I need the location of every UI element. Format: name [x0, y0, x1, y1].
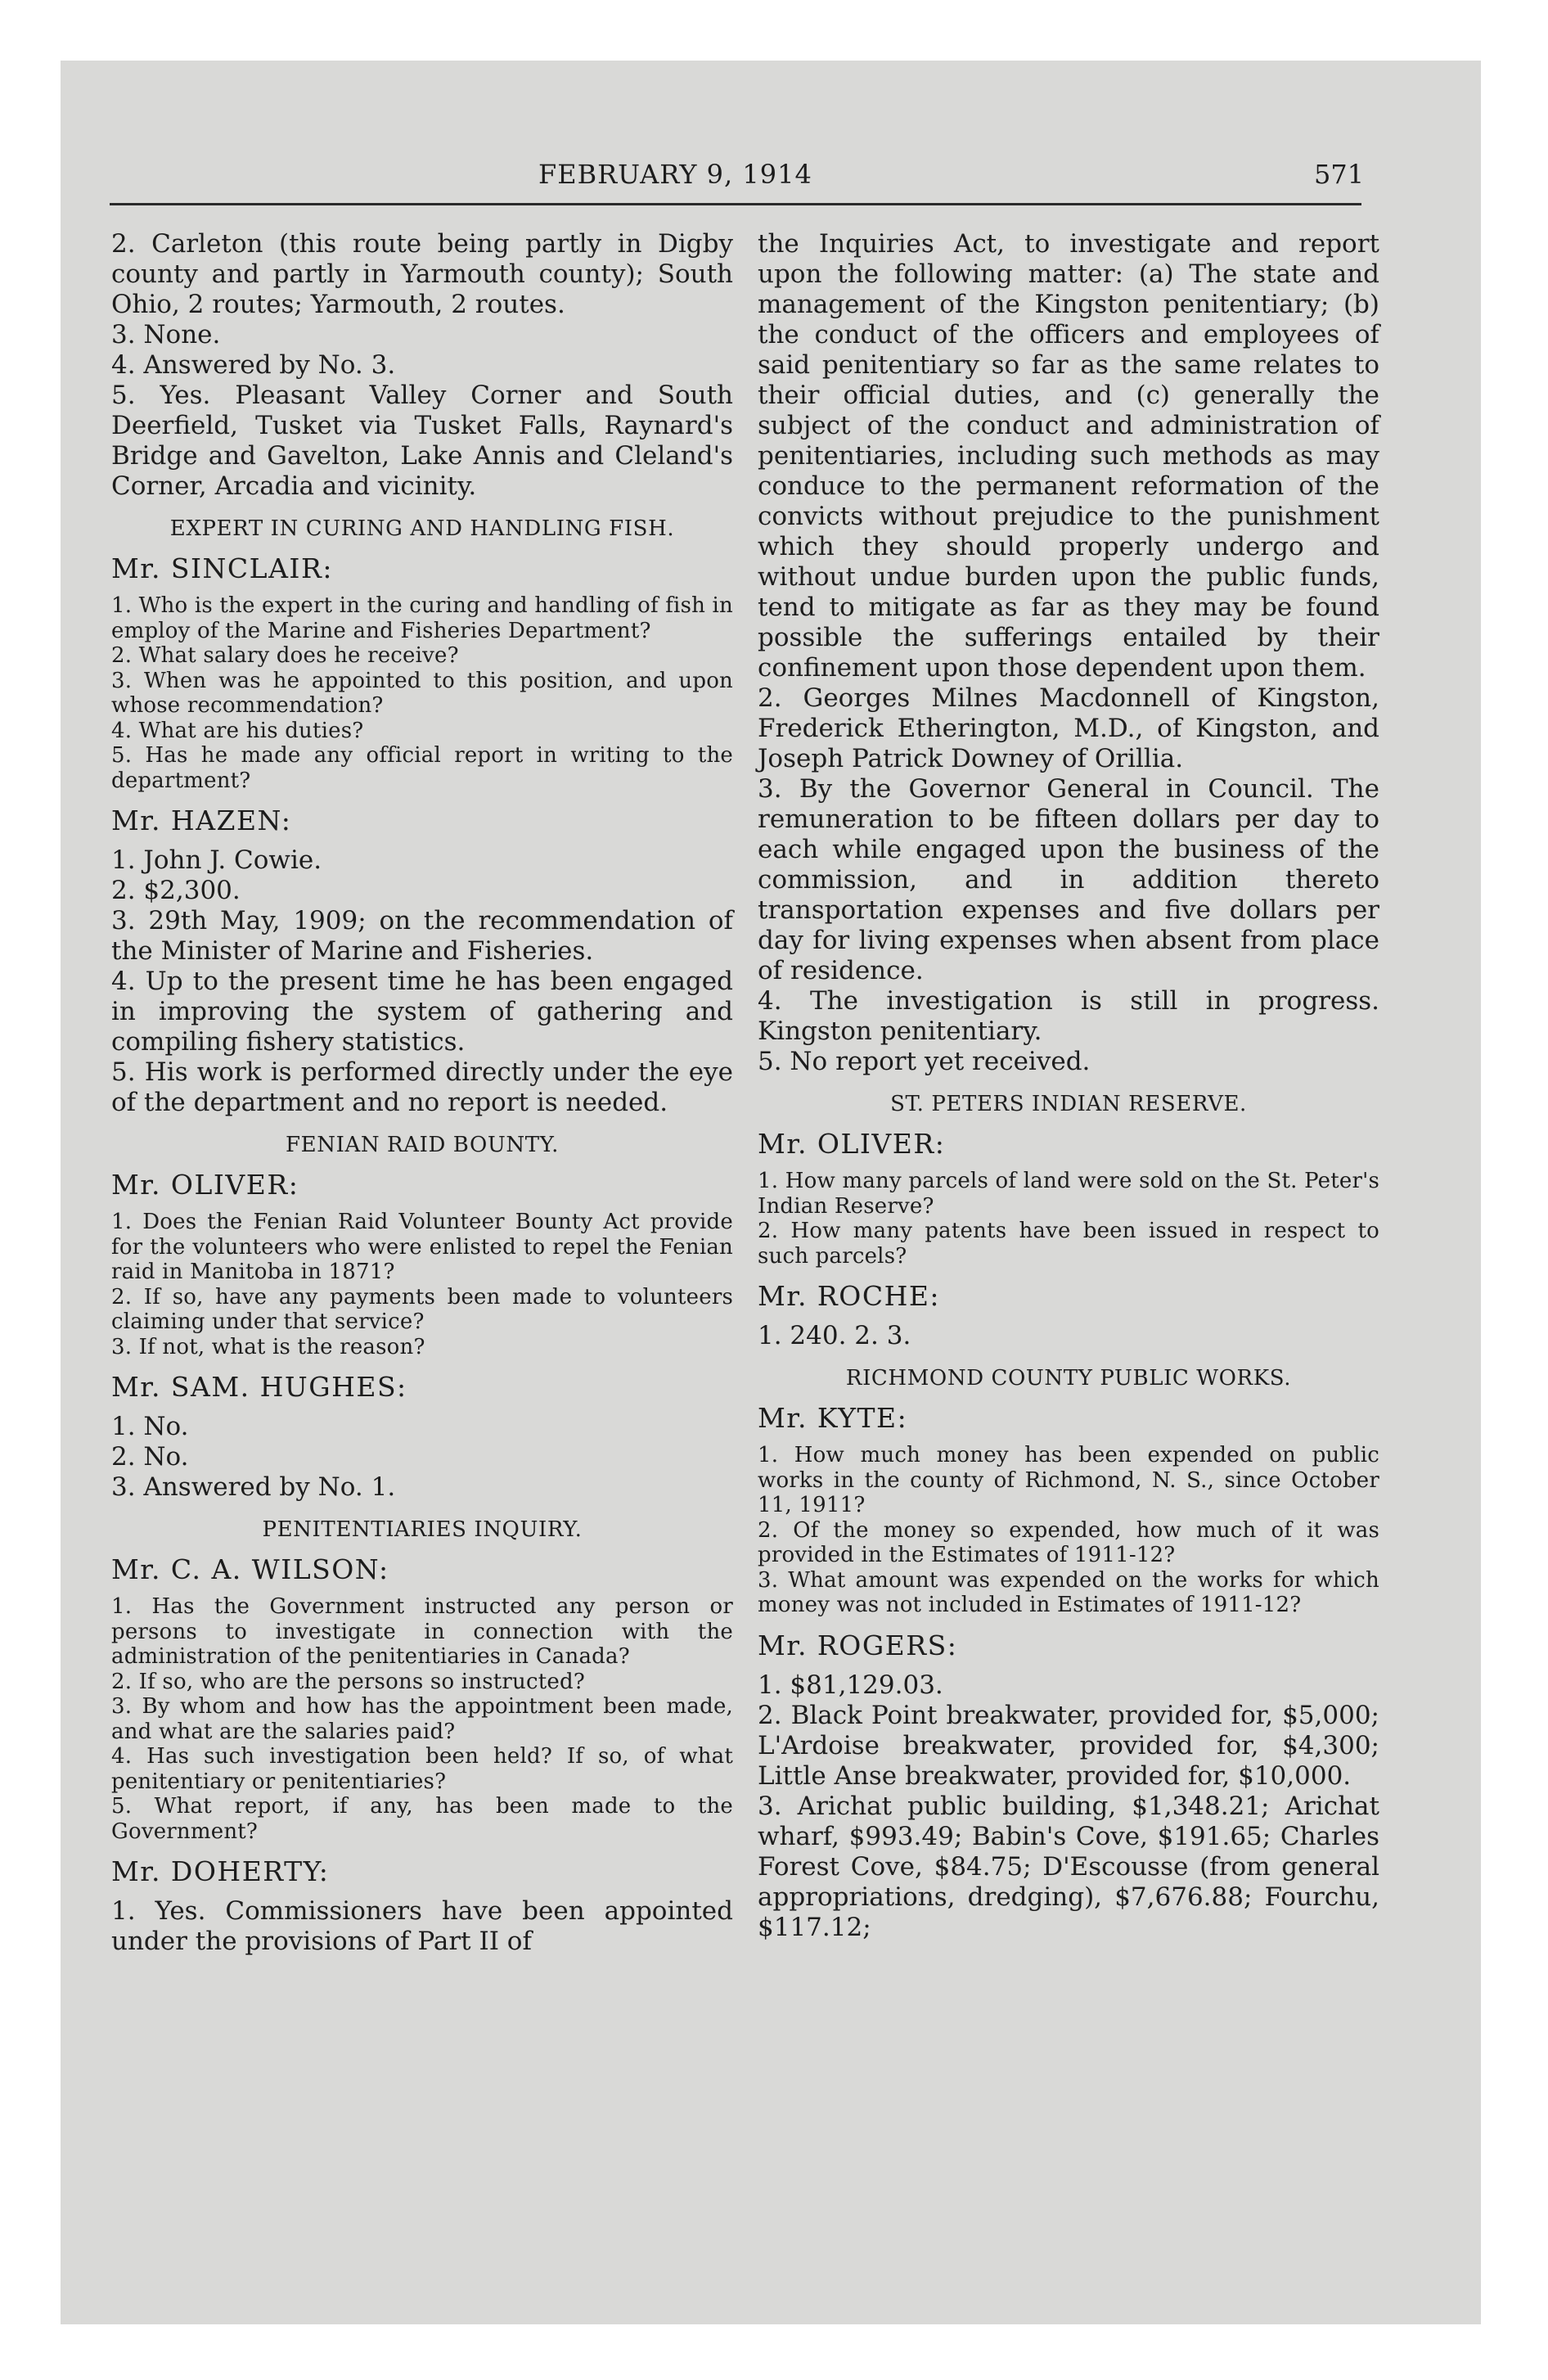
speaker-name: Mr. OLIVER:	[758, 1128, 946, 1160]
answer: 1. $81,129.03.	[758, 1670, 943, 1700]
question: 1. Does the Fenian Raid Volunteer Bounty Act provide for the volunteers who were enlisted to repel the Fenian raid in Manitoba in 1871?	[111, 1210, 733, 1284]
question: 3. When was he appointed to this position, and upon whose recommendation?	[111, 668, 733, 718]
section-heading: FENIAN RAID BOUNTY.	[286, 1133, 559, 1157]
section-heading: ST. PETERS INDIAN RESERVE.	[890, 1092, 1247, 1116]
left-column	[111, 229, 733, 1957]
speaker-name: Mr. SAM. HUGHES:	[111, 1371, 407, 1403]
answer: 2. No.	[111, 1442, 189, 1472]
paragraph: 3. None.	[111, 320, 221, 349]
paragraph: the Inquiries Act, to investigate and report upon the following matter: (a) The state and management of the Kingston penitentiary; (b) the conduct of the officers and employees of said penitentiary so far as the same relates to their official duties, and (c) generally the subject of the conduct and administration of penitentiaries, including such methods as may conduce to the permanent reformation of the convicts without prejudice to the punishment which they should properly undergo and without undue burden upon the public funds, tend to mitigate as far as they may be found possible the sufferings entailed by their confinement upon those dependent upon them.	[758, 229, 1379, 683]
section-heading: RICHMOND COUNTY PUBLIC WORKS.	[845, 1366, 1292, 1391]
speaker-name: Mr. DOHERTY:	[111, 1855, 330, 1887]
answer: 1. 240. 2. 3.	[758, 1321, 911, 1350]
right-column	[758, 229, 1379, 1943]
speaker-name: Mr. SINCLAIR:	[111, 552, 333, 584]
section-heading: EXPERT IN CURING AND HANDLING FISH.	[169, 516, 675, 541]
speaker-name: Mr. HAZEN:	[111, 805, 292, 836]
speaker-name: Mr. ROCHE:	[758, 1280, 941, 1312]
question: 2. How many patents have been issued in respect to such parcels?	[758, 1219, 1379, 1269]
question: 2. If so, who are the persons so instructed?	[111, 1669, 585, 1694]
answer: 4. Up to the present time he has been engaged in improving the system of gathering and compiling fishery statistics.	[111, 967, 733, 1057]
page-date-title: FEBRUARY 9, 1914	[538, 159, 812, 190]
question: 1. How many parcels of land were sold on the St. Peter's Indian Reserve?	[758, 1169, 1379, 1219]
question: 1. How much money has been expended on public works in the county of Richmond, N. S., since October 11, 1911?	[758, 1443, 1379, 1517]
question: 4. Has such investigation been held? If so, of what penitentiary or penitentiaries?	[111, 1744, 733, 1794]
question: 3. By whom and how has the appointment been made, and what are the salaries paid?	[111, 1694, 733, 1744]
question: 4. What are his duties?	[111, 718, 364, 743]
question: 5. Has he made any official report in writing to the department?	[111, 743, 733, 793]
page-header	[61, 90, 1370, 190]
question: 2. Of the money so expended, how much of it was provided in the Estimates of 1911-12?	[758, 1517, 1379, 1567]
paragraph: 5. No report yet received.	[758, 1047, 1091, 1076]
answer: 1. Yes. Commissioners have been appointed under the provisions of Part II of	[111, 1896, 733, 1956]
page-number: 571	[1314, 159, 1365, 190]
answer: 1. No.	[111, 1412, 189, 1441]
question: 5. What report, if any, has been made to the Government?	[111, 1794, 733, 1844]
section-heading: PENITENTIARIES INQUIRY.	[262, 1517, 583, 1542]
answer: 2. Black Point breakwater, provided for, $5,000; L'Ardoise breakwater, provided for, $4,300; Little Anse breakwater, provided for, $10,000.	[758, 1700, 1379, 1791]
paragraph: 2. Georges Milnes Macdonnell of Kingston, Frederick Etherington, M.D., of Kingston, and Joseph Patrick Downey of Orillia.	[758, 683, 1379, 773]
answer: 3. Answered by No. 1.	[111, 1472, 396, 1502]
paragraph: 4. The investigation is still in progress. Kingston penitentiary.	[758, 986, 1379, 1046]
header-rule	[110, 203, 1361, 205]
answer: 3. Arichat public building, $1,348.21; Arichat wharf, $993.49; Babin's Cove, $191.65; Charles Forest Cove, $84.75; D'Escousse (from general appropriations, dredging), $7,676.88; Fourchu, $117.12;	[758, 1791, 1379, 1942]
question: 2. If so, have any payments been made to volunteers claiming under that service?	[111, 1284, 733, 1334]
speaker-name: Mr. OLIVER:	[111, 1169, 299, 1201]
paragraph: 3. By the Governor General in Council. The remuneration to be fifteen dollars per day to each while engaged upon the business of the commission, and in addition thereto transportation expenses and five dollars per day for living expenses when absent from place of residence.	[758, 774, 1379, 985]
answer: 2. $2,300.	[111, 876, 241, 905]
question: 3. What amount was expended on the works for which money was not included in Estimates of 1911-12?	[758, 1567, 1379, 1617]
question: 2. What salary does he receive?	[111, 643, 459, 668]
answer: 3. 29th May, 1909; on the recommendation of the Minister of Marine and Fisheries.	[111, 906, 733, 966]
paragraph: 5. Yes. Pleasant Valley Corner and South Deerfield, Tusket via Tusket Falls, Raynard's Bridge and Gavelton, Lake Annis and Cleland's Corner, Arcadia and vicinity.	[111, 381, 733, 501]
question: 1. Who is the expert in the curing and handling of fish in employ of the Marine and Fisheries Department?	[111, 593, 733, 643]
answer: 1. John J. Cowie.	[111, 845, 322, 875]
answer: 5. His work is performed directly under the eye of the department and no report is needed.	[111, 1057, 733, 1117]
question: 1. Has the Government instructed any person or persons to investigate in connection with the administration of the penitentiaries in Canada?	[111, 1594, 733, 1669]
speaker-name: Mr. C. A. WILSON:	[111, 1553, 389, 1585]
speaker-name: Mr. KYTE:	[758, 1402, 908, 1434]
speaker-name: Mr. ROGERS:	[758, 1629, 958, 1661]
paragraph: 2. Carleton (this route being partly in Digby county and partly in Yarmouth county); South Ohio, 2 routes; Yarmouth, 2 routes.	[111, 229, 733, 319]
question: 3. If not, what is the reason?	[111, 1334, 425, 1359]
paragraph: 4. Answered by No. 3.	[111, 350, 396, 380]
